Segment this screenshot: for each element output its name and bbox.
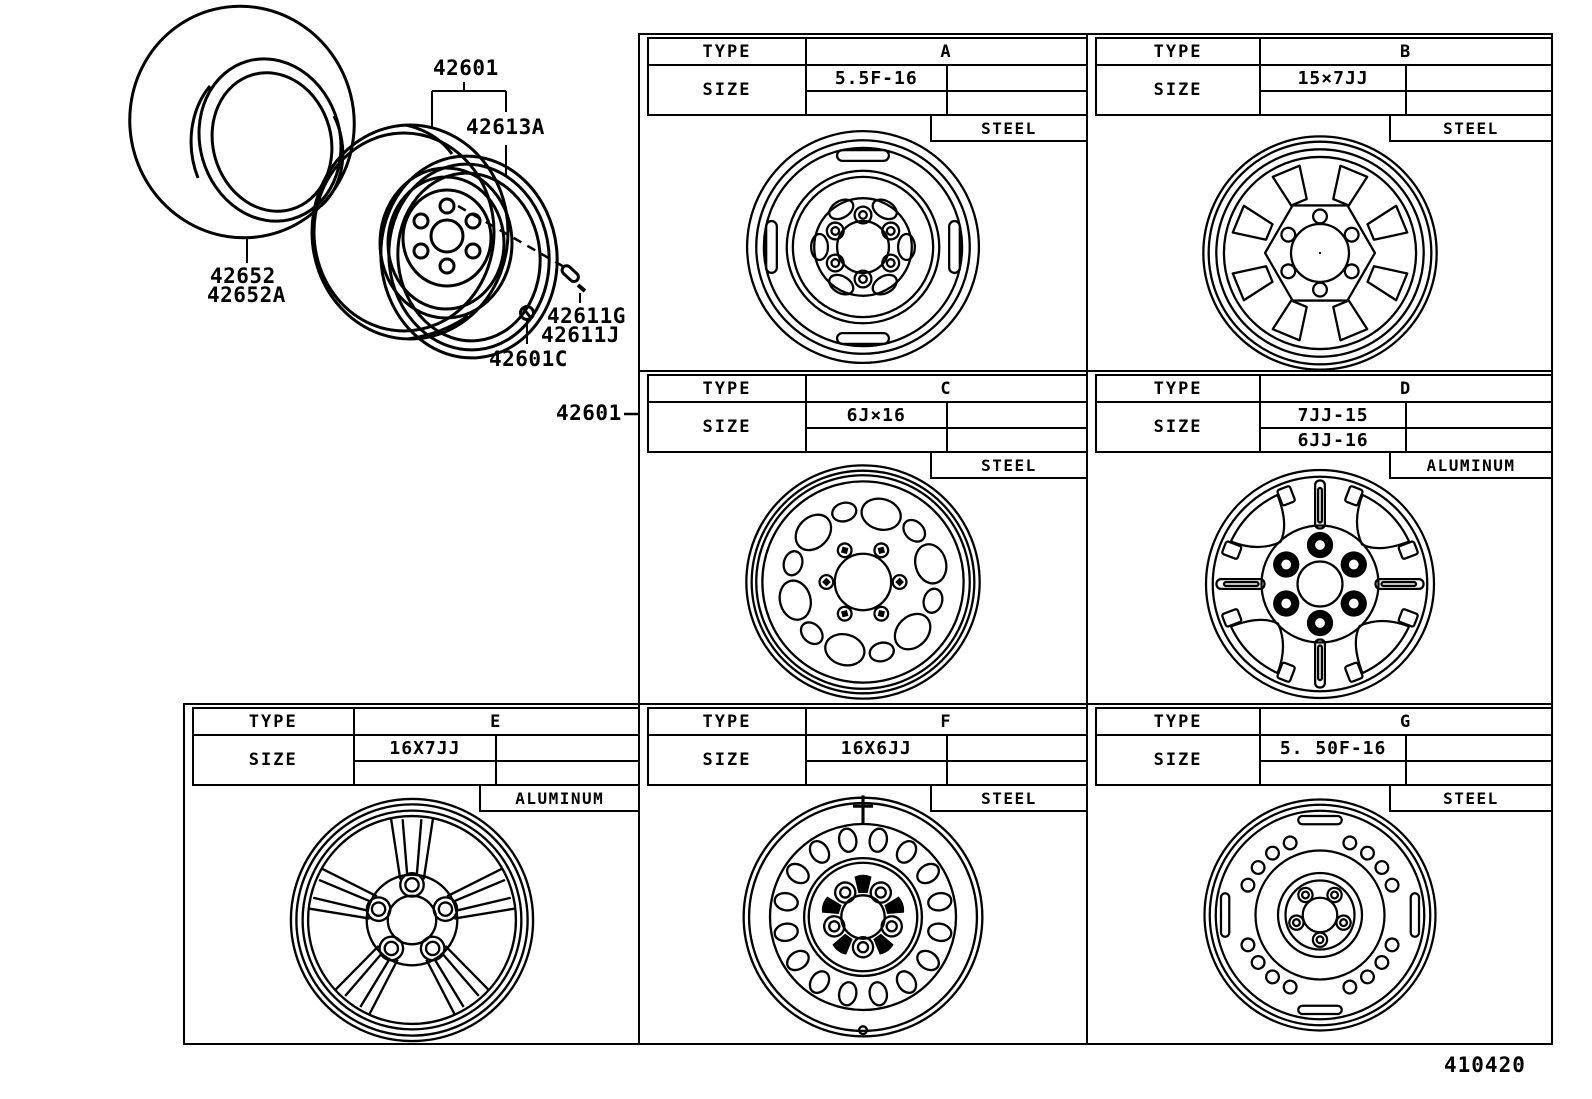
wheel-illustration-e	[287, 795, 537, 1045]
spec-table-f	[647, 707, 1088, 786]
wheel-illustration-c	[741, 460, 985, 704]
size-value-2	[806, 91, 946, 115]
type-value-cell: E	[354, 708, 639, 735]
size-extra-cell	[947, 91, 1088, 115]
size-extra-cell	[947, 428, 1088, 452]
size-value-2	[354, 761, 497, 785]
material-badge: STEEL	[1389, 784, 1553, 812]
wheel-illustration-f	[739, 793, 987, 1041]
panel-type-g	[1086, 703, 1553, 1045]
size-extra-cell	[1406, 428, 1552, 452]
type-value-cell: B	[1260, 38, 1552, 65]
part-label-tire-1: 42652	[210, 264, 276, 288]
size-extra-cell	[1406, 735, 1552, 761]
size-value-1: 7JJ-15	[1260, 402, 1406, 428]
size-extra-cell	[496, 735, 639, 761]
material-badge: ALUMINUM	[1389, 451, 1553, 479]
size-extra-cell	[947, 761, 1088, 785]
size-value-1: 16X7JJ	[354, 735, 497, 761]
type-value-cell: C	[806, 375, 1087, 402]
size-header-cell: SIZE	[648, 735, 806, 785]
wheel-illustration-b	[1198, 131, 1442, 375]
size-extra-cell	[1406, 65, 1552, 91]
size-header-cell: SIZE	[193, 735, 354, 785]
part-label-trim-ring: 42613A	[466, 115, 545, 139]
panel-type-f	[638, 703, 1088, 1045]
size-extra-cell	[947, 735, 1088, 761]
panel-type-b	[1086, 33, 1553, 372]
size-header-cell: SIZE	[1096, 735, 1260, 785]
size-extra-cell	[947, 402, 1088, 428]
type-value-cell: A	[806, 38, 1087, 65]
type-header-cell: TYPE	[193, 708, 354, 735]
spec-table-c	[647, 374, 1088, 453]
type-header-cell: TYPE	[648, 708, 806, 735]
size-header-cell: SIZE	[1096, 402, 1260, 452]
size-header-cell: SIZE	[648, 65, 806, 115]
size-value-1: 6J×16	[806, 402, 946, 428]
size-extra-cell	[1406, 91, 1552, 115]
type-header-cell: TYPE	[1096, 708, 1260, 735]
material-badge: STEEL	[930, 784, 1088, 812]
valve-illustration	[560, 264, 585, 303]
spec-table-e	[192, 707, 640, 786]
panel-type-d	[1086, 370, 1553, 705]
part-label-balance-weight: 42601C	[489, 347, 568, 371]
size-value-2	[1260, 761, 1406, 785]
spec-table-g	[1095, 707, 1553, 786]
part-label-assembly: 42601	[433, 56, 499, 80]
panel-type-c	[638, 370, 1088, 705]
size-value-2	[1260, 91, 1406, 115]
size-value-1: 16X6JJ	[806, 735, 946, 761]
spec-table-d	[1095, 374, 1553, 453]
material-badge: STEEL	[930, 451, 1088, 479]
spec-table-a	[647, 37, 1088, 116]
material-badge: STEEL	[1389, 114, 1553, 142]
size-extra-cell	[947, 65, 1088, 91]
size-header-cell: SIZE	[1096, 65, 1260, 115]
figure-number: 410420	[1444, 1053, 1526, 1077]
tire-illustration	[105, 0, 378, 262]
part-label-valve-2: 42611J	[541, 323, 620, 347]
size-value-2	[806, 428, 946, 452]
type-value-cell: G	[1260, 708, 1552, 735]
wheel-illustration-a	[741, 125, 985, 369]
material-badge: ALUMINUM	[479, 784, 640, 812]
size-value-1: 5. 50F-16	[1260, 735, 1406, 761]
type-value-cell: F	[806, 708, 1087, 735]
material-badge: STEEL	[930, 114, 1088, 142]
spec-table-b	[1095, 37, 1553, 116]
size-header-cell: SIZE	[648, 402, 806, 452]
size-extra-cell	[496, 761, 639, 785]
size-extra-cell	[1406, 402, 1552, 428]
size-value-1: 5.5F-16	[806, 65, 946, 91]
size-value-2	[806, 761, 946, 785]
size-extra-cell	[1406, 761, 1552, 785]
type-header-cell: TYPE	[648, 375, 806, 402]
size-value-2: 6JJ-16	[1260, 428, 1406, 452]
type-header-cell: TYPE	[648, 38, 806, 65]
part-label-grid-pointer: 42601	[556, 401, 622, 425]
type-header-cell: TYPE	[1096, 38, 1260, 65]
panel-type-e	[183, 703, 640, 1045]
wheel-illustration-d	[1200, 464, 1440, 704]
part-label-valve-1: 42611G	[547, 304, 626, 328]
size-value-1: 15×7JJ	[1260, 65, 1406, 91]
wheel-illustration-g	[1200, 795, 1440, 1035]
type-header-cell: TYPE	[1096, 375, 1260, 402]
type-value-cell: D	[1260, 375, 1552, 402]
panel-type-a	[638, 33, 1088, 372]
part-label-tire-2: 42652A	[207, 283, 286, 307]
